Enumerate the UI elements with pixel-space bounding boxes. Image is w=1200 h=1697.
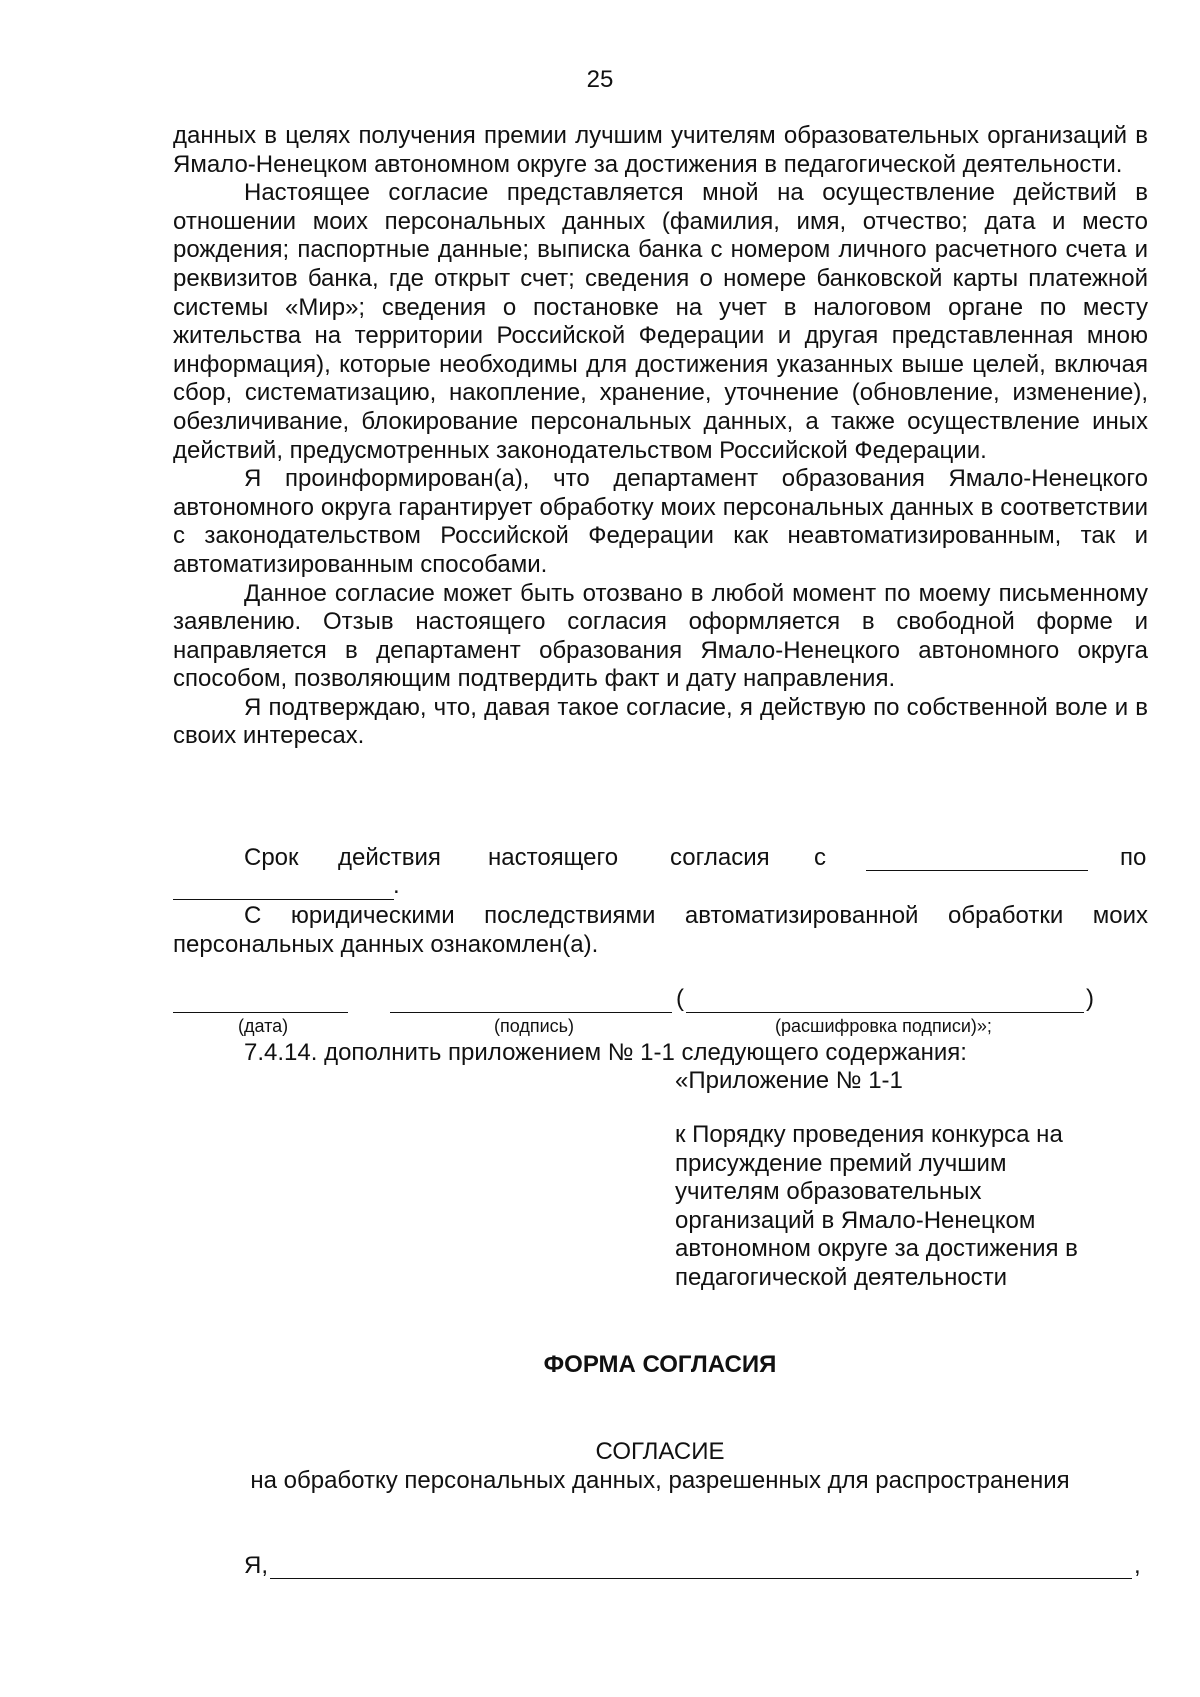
paragraph-revocation: Данное согласие может быть отозвано в любой момент по моему письменному заявлению. Отзыв настоящего согласия оформляется в свободной форме и направляется в департамент образования Ямало-Ненецкого автономного округа способом, позволяющим подтвердить факт и дату направления. bbox=[173, 579, 1148, 693]
validity-word: с bbox=[814, 844, 826, 871]
appendix-line: присуждение премий лучшим bbox=[675, 1149, 1007, 1177]
paragraph-purpose-continued: данных в целях получения премии лучшим учителям образовательных организаций в Ямало-Ненецком автономном округе за достижения в педагогической деятельности. bbox=[173, 122, 1148, 178]
paragraph-confirmation: Я подтверждаю, что, давая такое согласие, я действую по собственной воле и в своих интересах. bbox=[173, 693, 1148, 750]
amendment-line: 7.4.14. дополнить приложением № 1-1 следующего содержания: bbox=[244, 1039, 967, 1066]
appendix-title: «Приложение № 1-1 bbox=[675, 1067, 903, 1094]
appendix-line: учителям образовательных bbox=[675, 1178, 982, 1205]
paragraph-consequences: С юридическими последствиями автоматизированной обработки моих персональных данных ознакомлен(а). bbox=[173, 902, 1148, 958]
page-number: 25 bbox=[586, 66, 614, 93]
appendix-line: к Порядку проведения конкурса на bbox=[675, 1121, 1063, 1148]
name-blank[interactable] bbox=[270, 1578, 1132, 1579]
appendix-line: автономном округе за достижения в bbox=[675, 1235, 1078, 1262]
appendix-line: педагогической деятельности bbox=[675, 1263, 1008, 1291]
validity-word: Срок bbox=[244, 844, 299, 871]
decode-open-paren: ( bbox=[676, 985, 684, 1012]
decode-caption: (расшифровка подписи)»; bbox=[775, 1016, 992, 1036]
name-label: Я, bbox=[244, 1552, 268, 1579]
appendix-reference bbox=[675, 1121, 1155, 1292]
date-blank[interactable] bbox=[173, 1012, 348, 1013]
validity-end-blank[interactable] bbox=[173, 899, 394, 900]
paragraph-guarantee: Я проинформирован(а), что департамент образования Ямало-Ненецкого автономного округа гарантирует обработку моих персональных данных в соответствии с законодательством Российской Федерации как неавтоматизированным, так и автоматизированным способами. bbox=[173, 465, 1148, 578]
date-caption: (дата) bbox=[238, 1016, 289, 1036]
decode-close-paren: ) bbox=[1086, 985, 1094, 1012]
name-comma: , bbox=[1134, 1552, 1141, 1579]
appendix-line: организаций в Ямало-Ненецком bbox=[675, 1206, 1036, 1234]
validity-word: действия bbox=[338, 844, 441, 871]
consent-body bbox=[173, 122, 1148, 751]
validity-start-blank[interactable] bbox=[866, 870, 1088, 871]
validity-end-dot: . bbox=[393, 872, 400, 899]
validity-po-word: по bbox=[1120, 844, 1147, 871]
validity-word: настоящего bbox=[488, 844, 619, 871]
validity-word: согласия bbox=[670, 844, 770, 871]
signature-caption: (подпись) bbox=[494, 1016, 575, 1036]
consent-subtitle: на обработку персональных данных, разрешенных для распространения bbox=[250, 1467, 1070, 1494]
form-heading: ФОРМА СОГЛАСИЯ bbox=[543, 1351, 777, 1378]
paragraph-data-scope: Настоящее согласие представляется мной на осуществление действий в отношении моих персональных данных (фамилия, имя, отчество; дата и место рождения; паспортные данные; выписка банка с номером личного расчетного счета и реквизитов банка, где открыт счет; сведения о номере банковской карты платежной системы «Мир»; сведения о постановке на учет в налоговом органе по месту жительства на территории Российской Федерации и другая представленная мною информация), которые необходимы для достижения указанных выше целей, включая сбор, систематизацию, накопление, хранение, уточнение (обновление, изменение), обезличивание, блокирование персональных данных, а также осуществление иных действий, предусмотренных законодательством Российской Федерации. bbox=[173, 179, 1148, 464]
signature-blank[interactable] bbox=[390, 1012, 672, 1013]
signature-decode-blank[interactable] bbox=[686, 1012, 1084, 1013]
consent-title: СОГЛАСИЕ bbox=[595, 1438, 725, 1465]
